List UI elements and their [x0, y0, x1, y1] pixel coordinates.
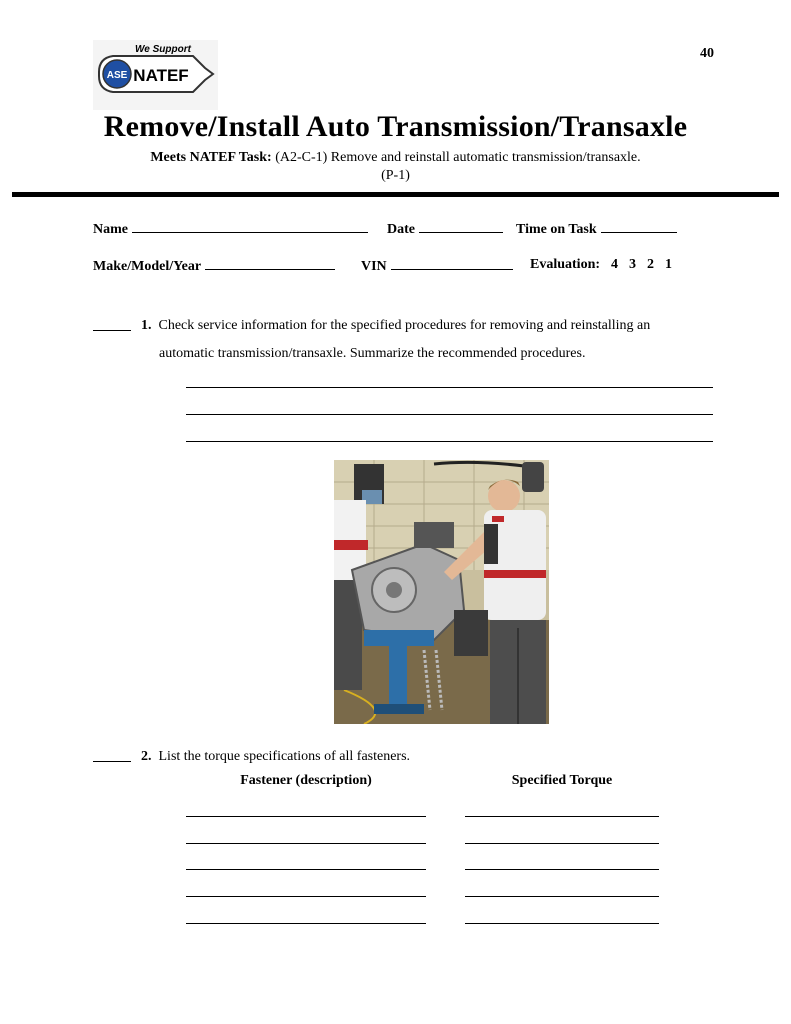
- make-model-year-input-line[interactable]: [205, 257, 335, 270]
- fastener-line-3[interactable]: [186, 868, 426, 870]
- fastener-line-2[interactable]: [186, 842, 426, 844]
- make-model-year-label: Make/Model/Year: [93, 259, 202, 274]
- item-1-line-1: [141, 312, 650, 340]
- evaluation-score-3[interactable]: 3: [629, 257, 637, 272]
- name-label: Name: [93, 222, 128, 237]
- fastener-column-header: Fastener (description): [240, 773, 372, 788]
- date-label: Date: [387, 222, 415, 237]
- time-on-task-label: Time on Task: [516, 222, 597, 237]
- header-divider: [12, 192, 779, 197]
- time-on-task-field: [516, 220, 677, 238]
- evaluation-score-1[interactable]: 1: [665, 257, 673, 272]
- ase-badge-text: ASE: [106, 70, 128, 81]
- torque-line-4[interactable]: [465, 895, 659, 897]
- name-field: [93, 220, 368, 238]
- vin-field: [361, 257, 513, 275]
- answer-line-1[interactable]: [186, 386, 713, 388]
- fastener-line-4[interactable]: [186, 895, 426, 897]
- evaluation-score-2[interactable]: 2: [647, 257, 655, 272]
- fastener-line-1[interactable]: [186, 815, 426, 817]
- technician-transmission-photo: [334, 460, 549, 724]
- torque-line-5[interactable]: [465, 922, 659, 924]
- name-input-line[interactable]: [132, 220, 368, 233]
- torque-line-1[interactable]: [465, 815, 659, 817]
- task-label: Meets NATEF Task:: [150, 150, 272, 165]
- fastener-line-5[interactable]: [186, 922, 426, 924]
- natef-key-icon: [93, 40, 218, 110]
- task-line: [0, 150, 791, 166]
- item-2-line-1: [141, 743, 410, 771]
- natef-logo: [93, 40, 218, 110]
- page-title: Remove/Install Auto Transmission/Transaxle: [103, 110, 688, 143]
- item-2-text: List the torque specifications of all fasteners.: [158, 749, 411, 764]
- evaluation-label: Evaluation:: [530, 257, 601, 272]
- vin-input-line[interactable]: [391, 257, 513, 270]
- torque-line-2[interactable]: [465, 842, 659, 844]
- time-on-task-input-line[interactable]: [601, 220, 677, 233]
- page-number: 40: [700, 46, 714, 61]
- item-1-line-2: automatic transmission/transaxle. Summarize the recommended procedures.: [159, 346, 586, 361]
- item-1-number: 1.: [141, 318, 152, 333]
- item-1-check-blank[interactable]: [93, 329, 131, 331]
- date-input-line[interactable]: [419, 220, 503, 233]
- torque-column-header: Specified Torque: [511, 773, 613, 788]
- item-2-number: 2.: [141, 749, 152, 764]
- task-description: (A2-C-1) Remove and reinstall automatic transmission/transaxle.: [275, 150, 641, 165]
- evaluation-field: [530, 257, 672, 273]
- photo-illustration: [334, 460, 549, 724]
- date-field: [387, 220, 503, 238]
- task-priority: (P-1): [381, 168, 410, 183]
- torque-line-3[interactable]: [465, 868, 659, 870]
- vin-label: VIN: [361, 259, 387, 274]
- make-model-year-field: [93, 257, 335, 275]
- natef-text: NATEF: [133, 66, 189, 85]
- evaluation-score-4[interactable]: 4: [611, 257, 619, 272]
- item-2-check-blank[interactable]: [93, 760, 131, 762]
- we-support-text: We Support: [135, 44, 191, 55]
- answer-line-2[interactable]: [186, 413, 713, 415]
- answer-line-3[interactable]: [186, 440, 713, 442]
- item-1-text: Check service information for the specified procedures for removing and reinstalling an: [158, 318, 651, 333]
